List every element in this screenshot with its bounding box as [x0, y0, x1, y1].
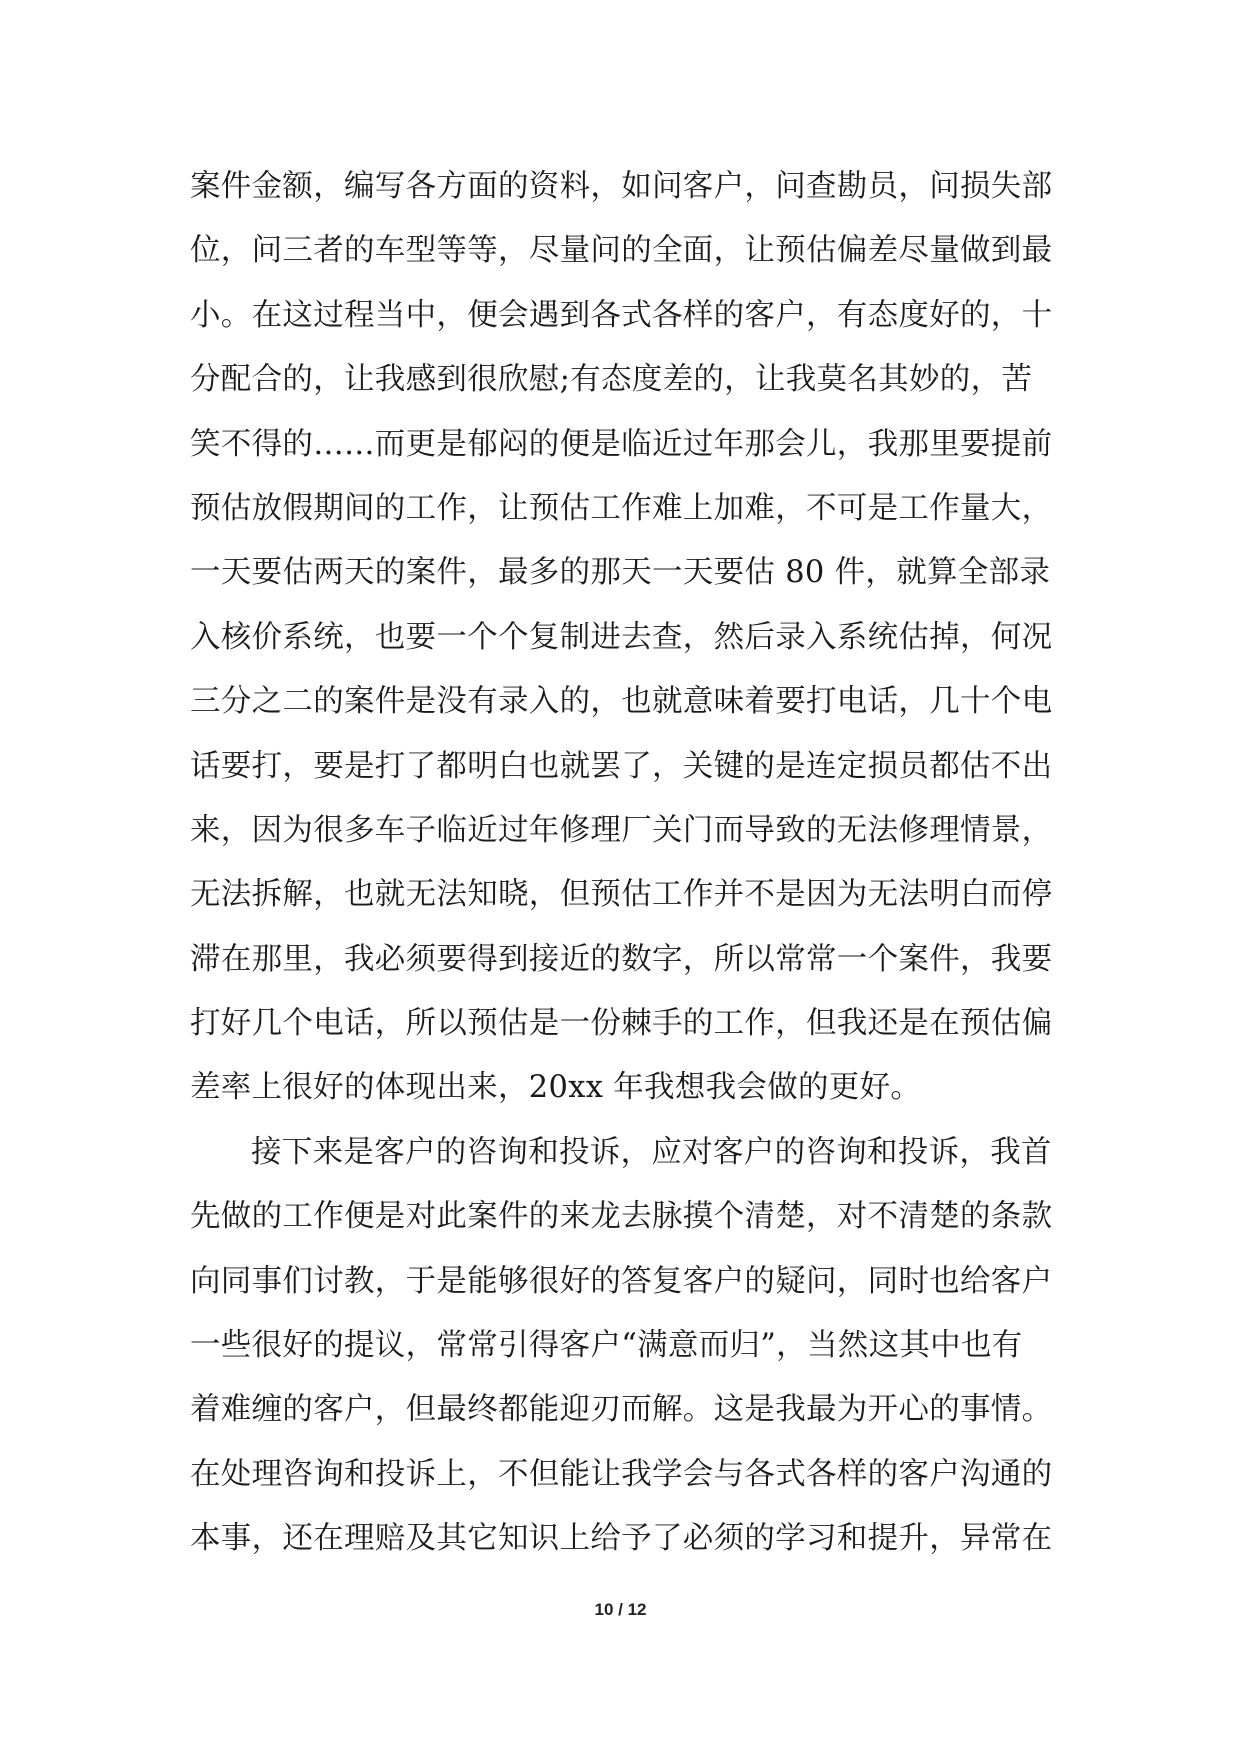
text-line: 滞在那里，我必须要得到接近的数字，所以常常一个案件，我要 — [190, 941, 1053, 977]
page-number: 10 / 12 — [594, 1600, 647, 1619]
text-line: 打好几个电话，所以预估是一份棘手的工作，但我还是在预估偏 — [190, 1006, 1053, 1042]
text-line: 话要打，要是打了都明白也就罢了，关键的是连定损员都估不出 — [190, 748, 1053, 784]
text-line: 在处理咨询和投诉上，不但能让我学会与各式各样的客户沟通的 — [190, 1456, 1053, 1492]
text-line: 先做的工作便是对此案件的来龙去脉摸个清楚，对不清楚的条款 — [190, 1199, 1053, 1235]
text-line: 三分之二的案件是没有录入的，也就意味着要打电话，几十个电 — [190, 684, 1053, 720]
text-line: 小。在这过程当中，便会遇到各式各样的客户，有态度好的，十 — [190, 297, 1053, 333]
text-line: 案件金额，编写各方面的资料，如问客户，问查勘员，问损失部 — [190, 169, 1053, 204]
text-line: 分配合的，让我感到很欣慰;有态度差的，让我莫名其妙的，苦 — [190, 362, 1033, 398]
paragraph-start-line: 接下来是客户的咨询和投诉，应对客户的咨询和投诉，我首 — [251, 1134, 1052, 1170]
text-line: 本事，还在理赔及其它知识上给予了必须的学习和提升，异常在 — [190, 1521, 1053, 1557]
text-line: 入核价系统，也要一个个复制进去查，然后录入系统估掉，何况 — [190, 619, 1053, 655]
text-line: 着难缠的客户，但最终都能迎刃而解。这是我最为开心的事情。 — [190, 1392, 1053, 1428]
text-line: 无法拆解，也就无法知晓，但预估工作并不是因为无法明白而停 — [190, 877, 1053, 913]
text-line: 一些很好的提议，常常引得客户“满意而归”，当然这其中也有 — [190, 1328, 1023, 1364]
body-text — [190, 155, 1070, 1572]
text-line: 差率上很好的体现出来，20xx 年我想我会做的更好。 — [190, 1070, 922, 1106]
text-line: 向同事们讨教，于是能够很好的答复客户的疑问，同时也给客户 — [190, 1263, 1053, 1299]
text-line: 预估放假期间的工作，让预估工作难上加难，不可是工作量大， — [190, 490, 1053, 526]
text-line: 一天要估两天的案件，最多的那天一天要估 80 件，就算全部录 — [190, 555, 1051, 591]
text-line: 位，问三者的车型等等，尽量问的全面，让预估偏差尽量做到最 — [190, 233, 1053, 269]
text-line: 笑不得的……而更是郁闷的便是临近过年那会儿，我那里要提前 — [190, 426, 1053, 462]
text-line: 来，因为很多车子临近过年修理厂关门而导致的无法修理情景， — [190, 812, 1053, 848]
